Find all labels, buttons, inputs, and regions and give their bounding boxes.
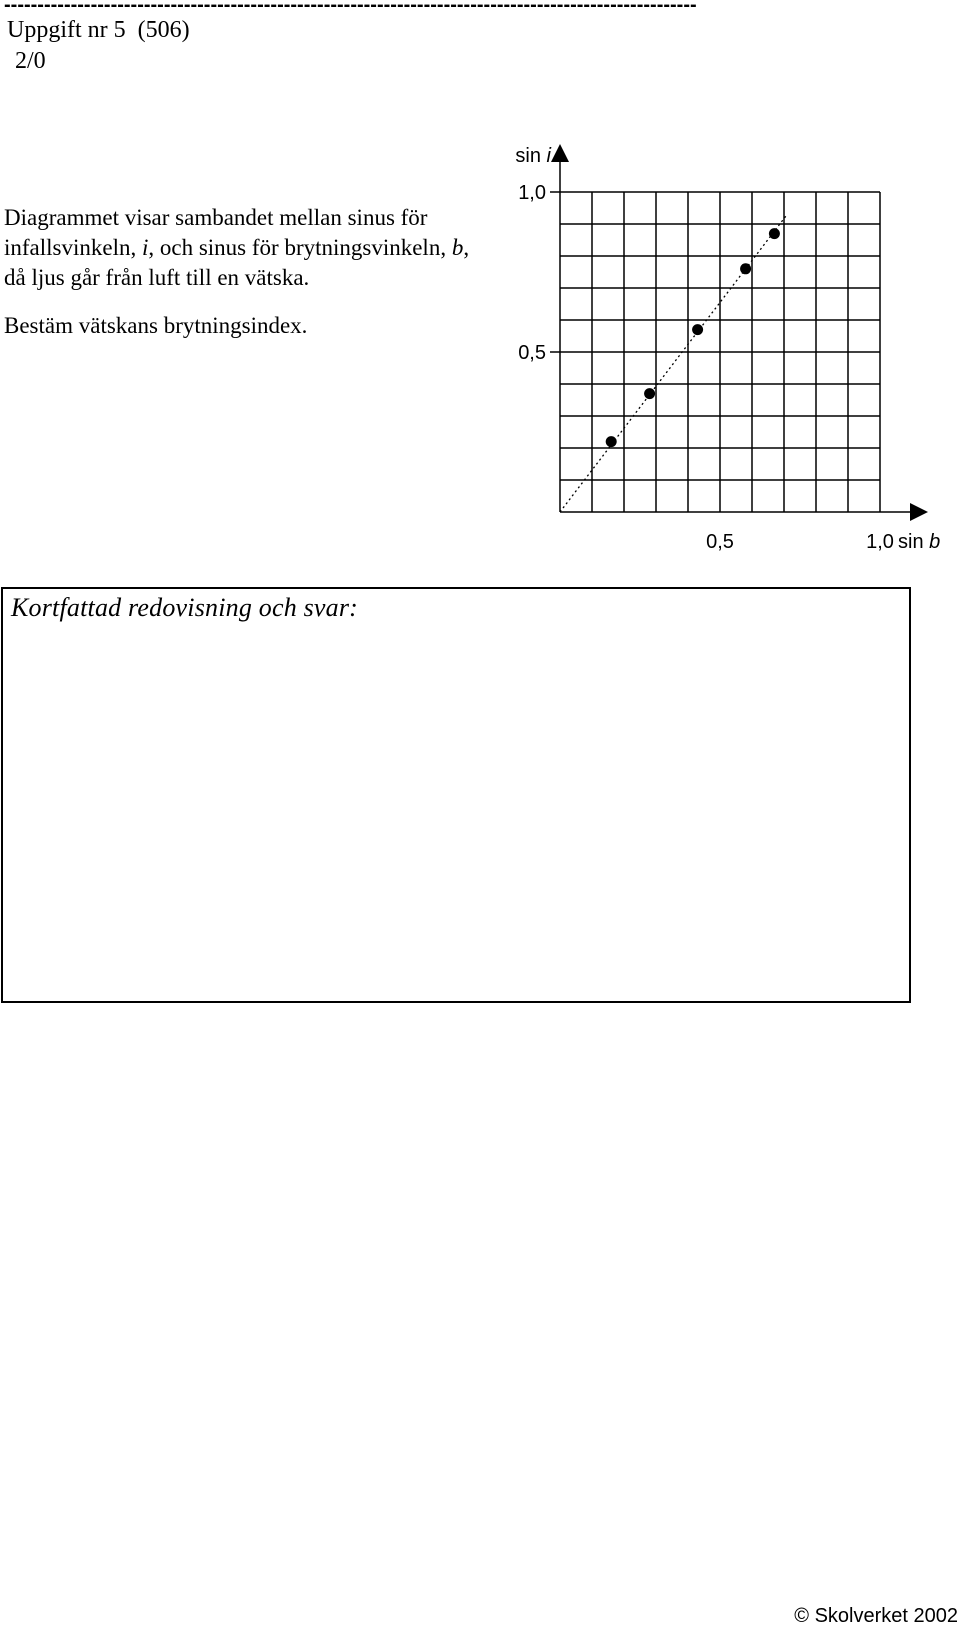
task-points: 2/0 xyxy=(15,48,46,74)
chart-trend xyxy=(560,214,787,512)
task-title: Uppgift nr 5 (506) xyxy=(7,17,190,43)
question-text xyxy=(4,203,474,341)
data-point xyxy=(644,388,655,399)
question-text-part: , och sinus för brytningsvinkeln, xyxy=(148,235,452,260)
chart-grid xyxy=(560,192,880,512)
data-point xyxy=(769,228,780,239)
variable-b: b xyxy=(451,235,464,260)
copyright-footer: © Skolverket 2002 xyxy=(794,1605,958,1627)
question-paragraph xyxy=(4,203,474,293)
data-point xyxy=(740,263,751,274)
question-text-part: , då ljus går från luft till en vätska. xyxy=(4,235,470,290)
chart-labels xyxy=(515,145,940,553)
refraction-chart xyxy=(490,130,941,553)
answer-box[interactable] xyxy=(1,587,911,1003)
y-tick-label: 1,0 xyxy=(518,182,546,204)
y-axis-arrow-icon xyxy=(551,144,569,162)
chart-points xyxy=(606,228,780,447)
data-point xyxy=(692,324,703,335)
variable-i: i xyxy=(141,235,149,260)
x-axis-label: sin b xyxy=(898,531,941,553)
separator-dashes: -------------------------------------------------------------------------------------------------------- xyxy=(4,0,697,16)
data-point xyxy=(606,436,617,447)
x-tick-label: 0,5 xyxy=(706,531,734,553)
trend-line xyxy=(560,214,787,512)
y-axis-label: sin i xyxy=(515,145,551,167)
question-task: Bestäm vätskans brytningsindex. xyxy=(4,313,308,338)
x-axis-arrow-icon xyxy=(910,503,928,521)
chart-axes xyxy=(550,144,928,521)
x-tick-label: 1,0 xyxy=(866,531,894,553)
y-tick-label: 0,5 xyxy=(518,342,546,364)
answer-label: Kortfattad redovisning och svar: xyxy=(11,593,359,622)
question-text-part: Diagrammet visar sambandet mellan sinus för infallsvinkeln, xyxy=(4,205,428,260)
